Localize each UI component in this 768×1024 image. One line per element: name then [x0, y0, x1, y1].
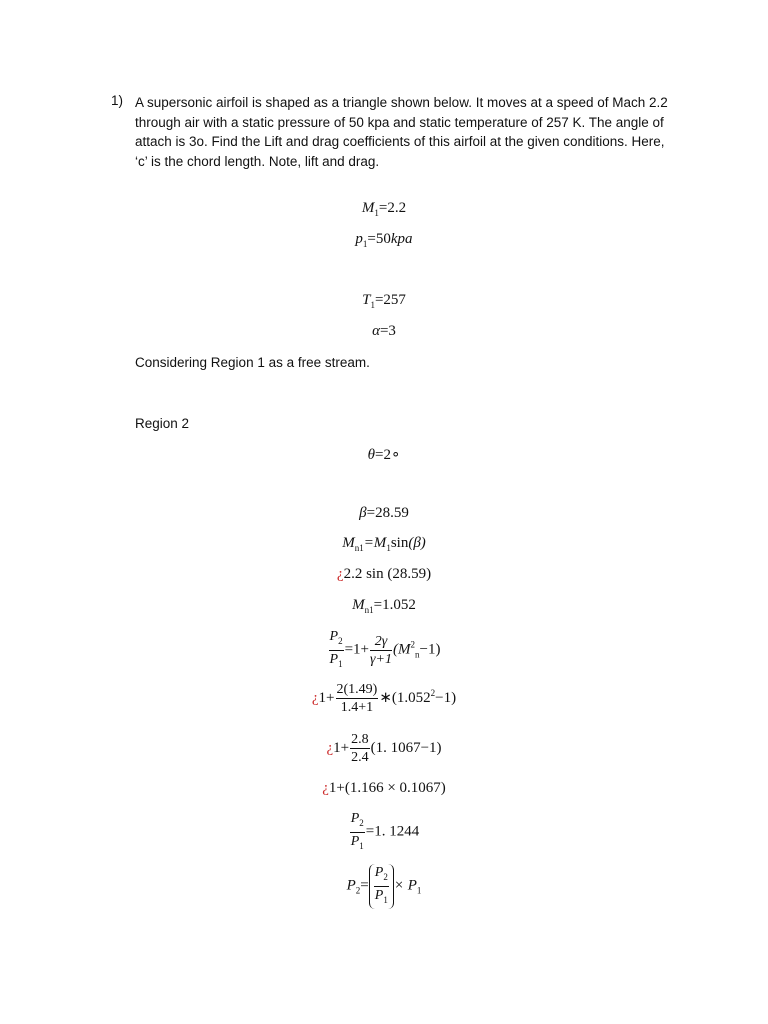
region2-heading: Region 2: [135, 416, 190, 431]
pressure-ratio-fraction: $\frac{P_2}{P_1}$: [329, 629, 343, 669]
pressure-ratio-formula: $\frac{P_2}{P_1}$ =1+ $\frac{2\gamma}{\gamma+1}$ $(M^2_n-1)$: [0, 628, 768, 673]
pressure-ratio-value: $\frac{P_2}{P_1}$ =1. 1244: [350, 811, 420, 851]
given-pressure: $p_1=50kpa$: [355, 231, 413, 249]
mn1-definition: $M_{n1}=M_1\sin(\beta)$: [342, 535, 426, 553]
inverted-question-mark: ¿: [336, 566, 344, 582]
pressure-ratio-product: ¿1+(1.166 × 0.1067): [322, 780, 446, 796]
question-text: A supersonic airfoil is shaped as a triangle shown below. It moves at a speed of Mach 2.2 through air with a static pressure of 50 kpa and static temperature of 257 K. The angle of attach is 3o. Find the Lift and drag coefficients of this airfoil at the given conditions. Here, ‘c’ is the chord length. Note, lift and drag.: [135, 95, 668, 169]
gamma-fraction: $\frac{2\gamma}{\gamma+1}$: [370, 633, 392, 667]
pressure-ratio-substitution: ¿1+ $\frac{2(1.49)}{1.4+1}$ $∗(1.052^2-1)$: [311, 682, 457, 715]
given-temperature: $T_1=257$: [362, 292, 406, 310]
mn1-value: $M_{n1}=1.052$: [352, 597, 416, 615]
theta-eq: θ=2∘: [367, 447, 401, 463]
p2-formula: $P_2=$ $\frac{P_2}{P_1}$ × $P_1$: [0, 864, 768, 909]
beta-eq: β=28.59: [359, 505, 409, 521]
given-alpha: α=3: [372, 323, 396, 339]
given-mach: $M_1=2.2$: [361, 200, 407, 218]
mn1-substitution: ¿2.2 sin (28.59): [336, 566, 432, 582]
pressure-ratio-simplify: ¿1+ $\frac{2.8}{2.4}$ (1. 1067−1): [326, 732, 442, 765]
free-stream-text: Considering Region 1 as a free stream.: [135, 355, 370, 370]
question-number: 1): [111, 93, 124, 108]
